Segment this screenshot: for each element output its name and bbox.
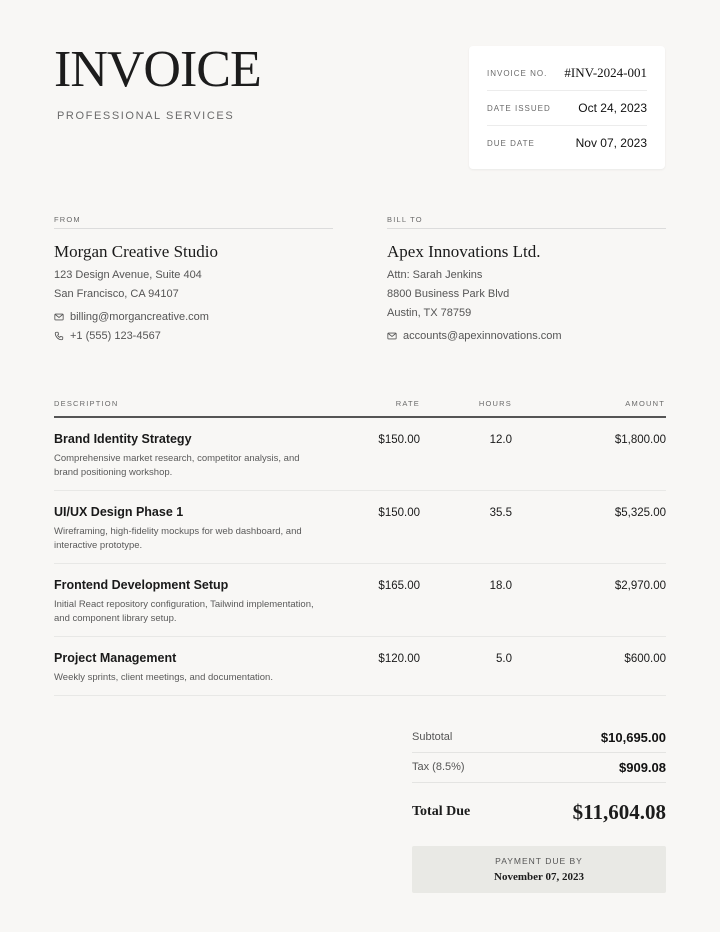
invoice-number: #INV-2024-001: [564, 65, 647, 80]
totals-divider: [412, 782, 666, 783]
payment-due-box: [412, 846, 666, 893]
bill-to-label: BILL TO: [387, 215, 423, 224]
row-divider: [54, 563, 666, 564]
totals-divider: [412, 752, 666, 753]
total-due-label: Total Due: [412, 804, 471, 819]
date-issued-row: [487, 91, 647, 126]
tax-label: Tax (8.5%): [412, 761, 465, 773]
subtotal-label: Subtotal: [412, 731, 453, 743]
sender-email[interactable]: [54, 311, 209, 323]
payment-due-date: November 07, 2023: [494, 871, 584, 883]
tax-value: $909.08: [619, 760, 666, 775]
sender-phone-text: +1 (555) 123-4567: [70, 330, 161, 342]
col-header-rate: RATE: [395, 399, 420, 408]
table-row: [54, 578, 666, 626]
total-due-value: $11,604.08: [572, 800, 666, 824]
item-hours: 18.0: [489, 580, 512, 592]
invoice-meta-card: [469, 46, 665, 169]
phone-icon: [54, 331, 64, 341]
sender-address-line1: 123 Design Avenue, Suite 404: [54, 269, 202, 281]
item-description: Initial React repository configuration, Tailwind implementation, and component library setup.: [54, 599, 314, 624]
subtotal-value: $10,695.00: [600, 730, 666, 745]
payment-due-label: PAYMENT DUE BY: [495, 856, 583, 866]
item-title: UI/UX Design Phase 1: [54, 505, 184, 519]
item-hours: 35.5: [489, 507, 512, 519]
date-issued-label: DATE ISSUED: [487, 103, 551, 113]
row-divider: [54, 490, 666, 491]
item-amount: $1,800.00: [614, 434, 666, 446]
client-address-line1: 8800 Business Park Blvd: [387, 288, 510, 300]
invoice-title: INVOICE: [54, 41, 261, 98]
item-title: Frontend Development Setup: [54, 578, 229, 592]
sender-address-line2: San Francisco, CA 94107: [54, 288, 179, 300]
item-rate: $150.00: [378, 507, 420, 519]
client-attn: Attn: Sarah Jenkins: [387, 269, 483, 281]
sender-phone[interactable]: [54, 330, 161, 342]
item-description: Wireframing, high-fidelity mockups for web dashboard, and interactive prototype.: [54, 526, 302, 551]
sender-name: Morgan Creative Studio: [54, 242, 218, 261]
table-row: [54, 651, 666, 685]
client-address-line2: Austin, TX 78759: [387, 307, 472, 319]
item-description: Weekly sprints, client meetings, and documentation.: [54, 672, 273, 683]
item-amount: $600.00: [624, 653, 666, 665]
row-divider: [54, 636, 666, 637]
client-email[interactable]: [387, 330, 562, 342]
from-label: FROM: [54, 215, 81, 224]
date-issued: Oct 24, 2023: [578, 101, 647, 115]
due-date-row: [487, 126, 647, 160]
item-rate: $120.00: [378, 653, 420, 665]
item-rate: $150.00: [378, 434, 420, 446]
client-name: Apex Innovations Ltd.: [387, 242, 541, 261]
invoice-number-label: INVOICE NO.: [487, 68, 548, 78]
col-header-description: DESCRIPTION: [54, 399, 119, 408]
table-row: [54, 432, 666, 480]
item-hours: 12.0: [489, 434, 512, 446]
item-description: Comprehensive market research, competitor analysis, and brand positioning workshop.: [54, 453, 300, 478]
item-rate: $165.00: [378, 580, 420, 592]
item-hours: 5.0: [496, 653, 512, 665]
item-title: Brand Identity Strategy: [54, 432, 192, 446]
mail-icon: [54, 312, 64, 322]
bill-to-divider: [387, 228, 666, 229]
invoice-number-row: [487, 56, 647, 91]
sender-email-text: billing@morgancreative.com: [70, 311, 209, 323]
table-header-rule: [54, 416, 666, 418]
item-amount: $2,970.00: [614, 580, 666, 592]
col-header-hours: HOURS: [478, 399, 512, 408]
item-amount: $5,325.00: [614, 507, 666, 519]
row-divider: [54, 695, 666, 696]
due-date: Nov 07, 2023: [575, 136, 647, 150]
from-divider: [54, 228, 333, 229]
client-email-text: accounts@apexinnovations.com: [403, 330, 562, 342]
table-row: [54, 505, 666, 553]
mail-icon: [387, 331, 397, 341]
col-header-amount: AMOUNT: [625, 399, 665, 408]
invoice-subtitle: PROFESSIONAL SERVICES: [57, 110, 235, 122]
item-title: Project Management: [54, 651, 177, 665]
due-date-label: DUE DATE: [487, 138, 535, 148]
